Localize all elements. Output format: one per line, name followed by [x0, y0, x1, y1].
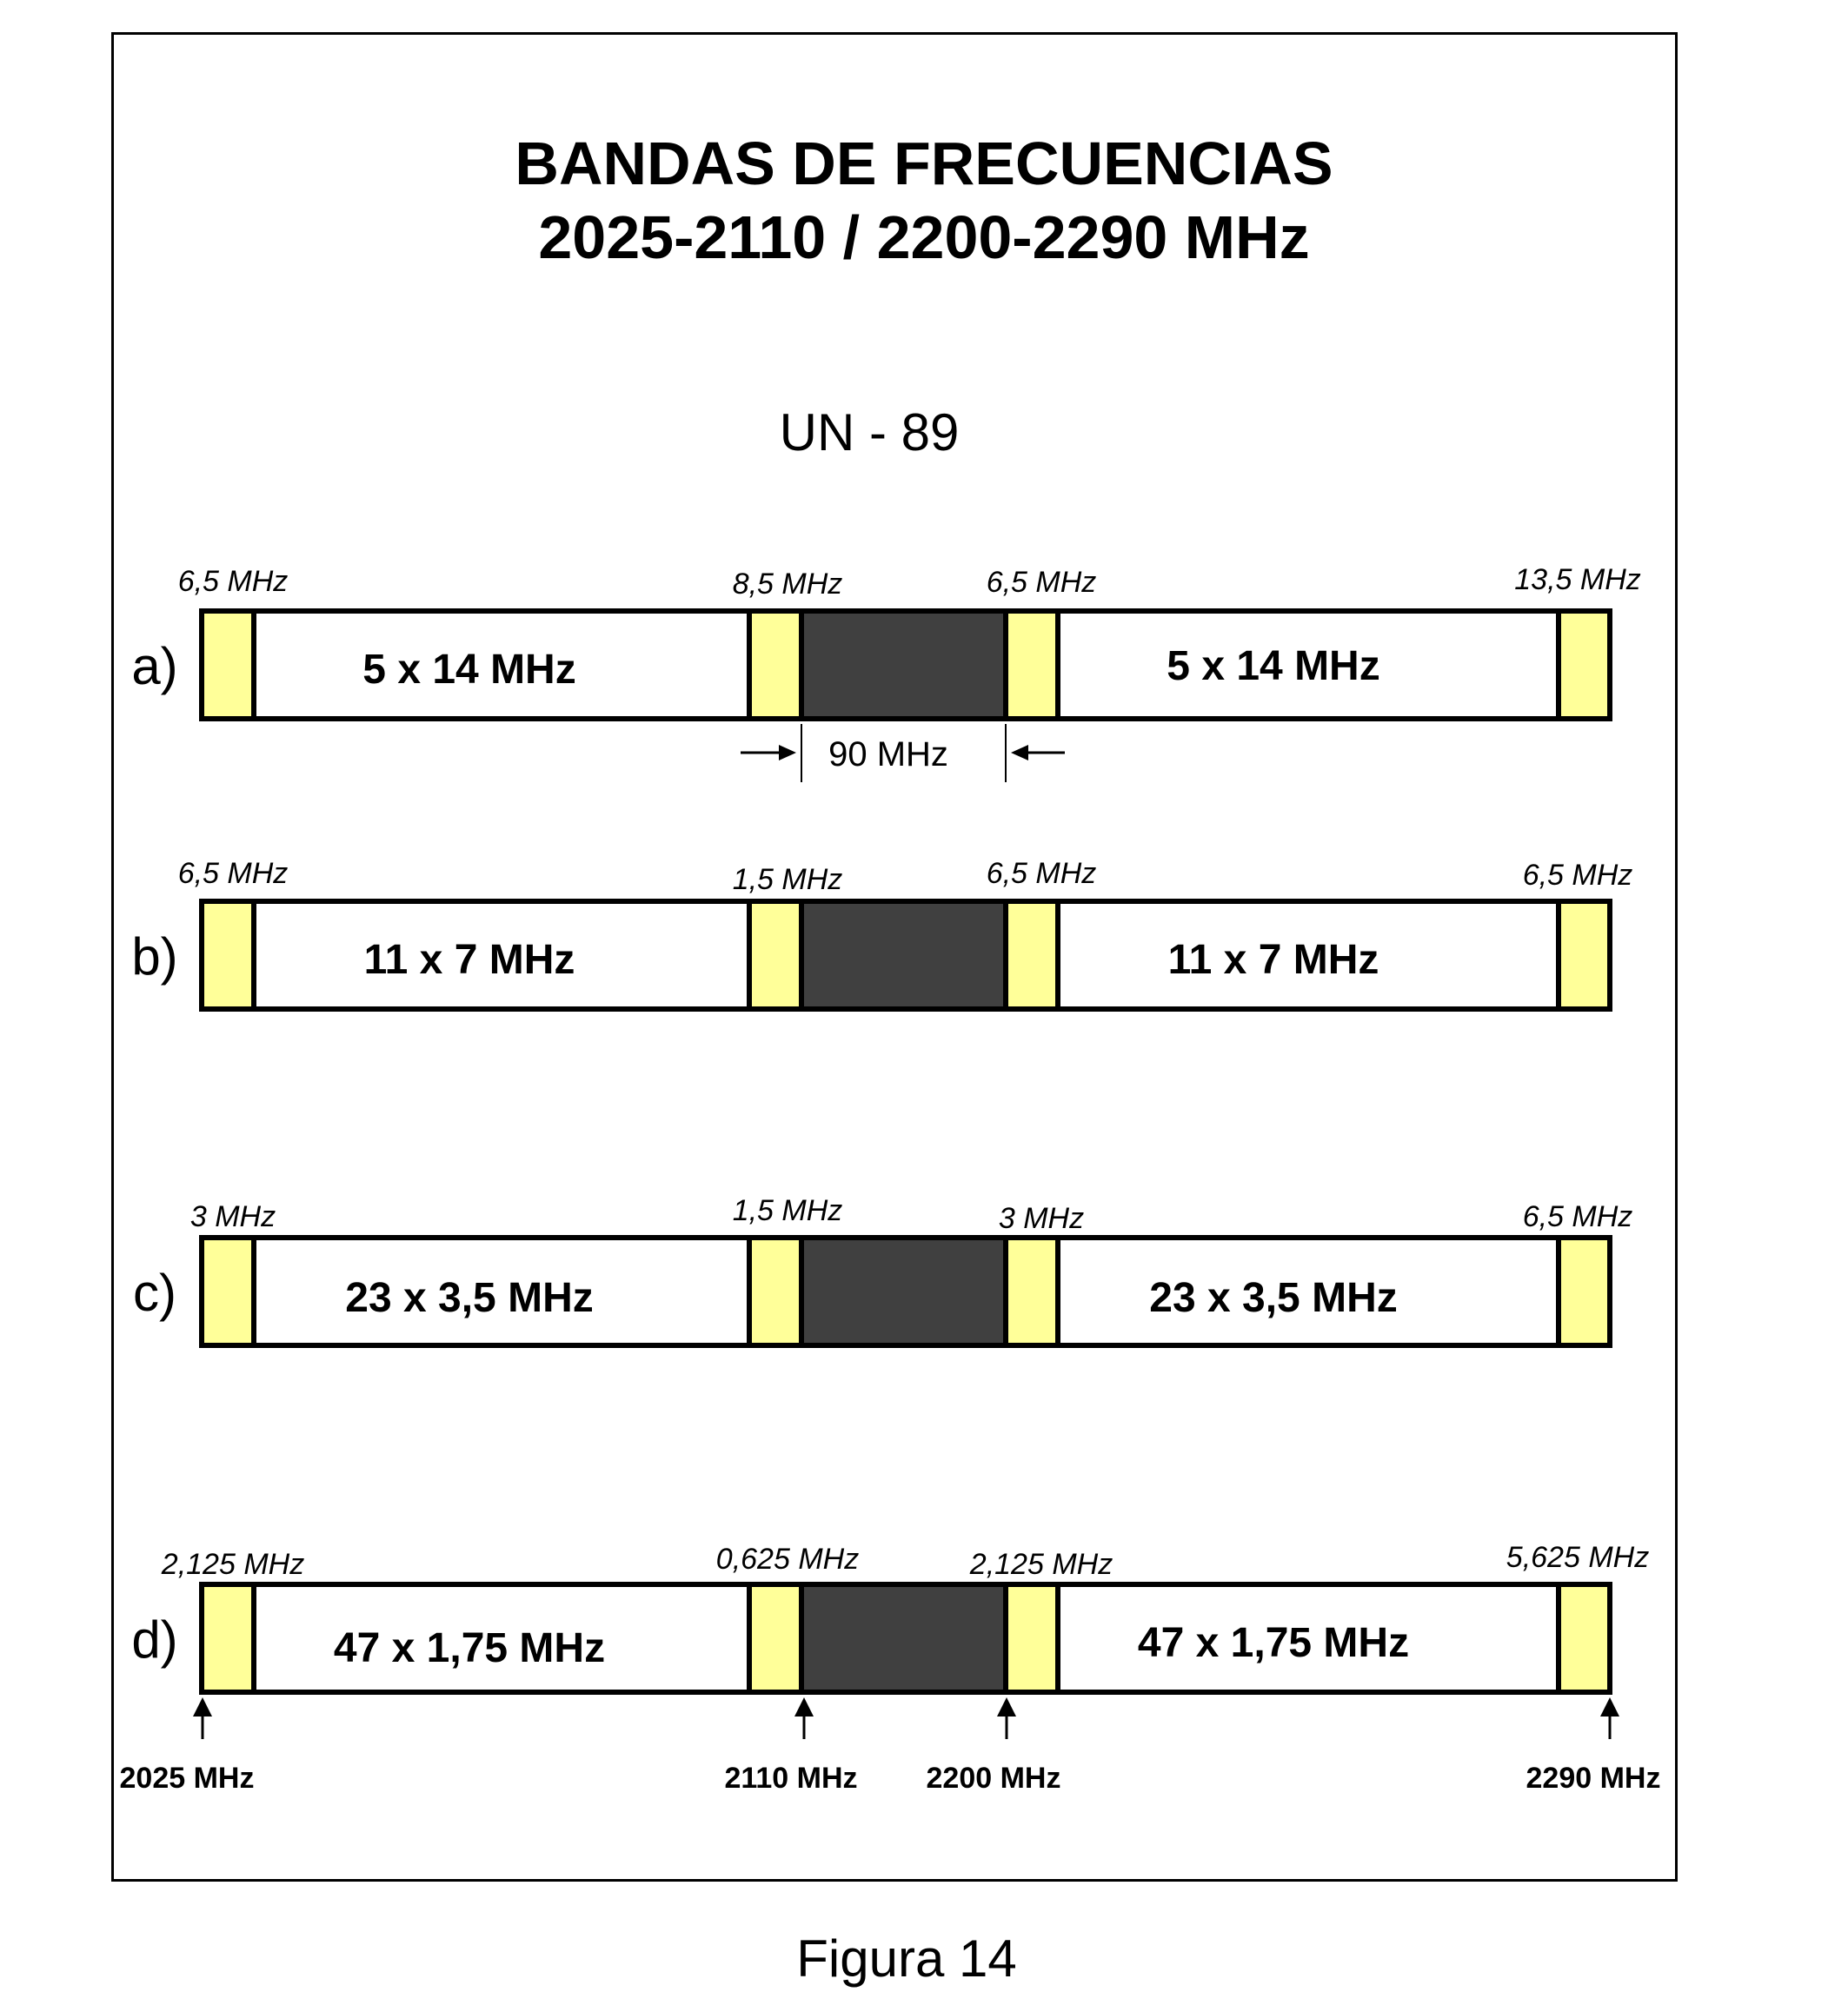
center-gap-a: [801, 611, 1006, 719]
guard-block-b-3: [1006, 901, 1058, 1009]
frequency-arrow-icon-1: [193, 1697, 212, 1717]
row-label-b: b): [131, 927, 178, 986]
center-gap-c: [801, 1238, 1006, 1345]
guard-block-b-2: [749, 901, 801, 1009]
right-band-label-d: 47 x 1,75 MHz: [1137, 1620, 1410, 1666]
guard-label-d-2: 0,625 MHz: [715, 1543, 860, 1576]
center-gap-d: [801, 1584, 1006, 1692]
figure-caption: Figura 14: [796, 1929, 1017, 1988]
guard-label-c-2: 1,5 MHz: [732, 1194, 843, 1227]
frequency-marker-1: 2025 MHz: [119, 1762, 255, 1795]
right-band-label-c: 23 x 3,5 MHz: [1149, 1275, 1398, 1321]
frequency-arrow-icon-3: [997, 1697, 1016, 1717]
separation-arrow-right-icon: [1011, 745, 1028, 760]
guard-label-a-1: 6,5 MHz: [177, 565, 289, 598]
left-band-label-b: 11 x 7 MHz: [363, 937, 575, 983]
right-band-label-a: 5 x 14 MHz: [1167, 643, 1380, 689]
title-line-1: BANDAS DE FRECUENCIAS: [515, 129, 1333, 197]
guard-block-b-1: [202, 901, 254, 1009]
left-band-label-a: 5 x 14 MHz: [362, 647, 576, 693]
guard-block-c-4: [1559, 1238, 1610, 1345]
center-gap-b: [801, 901, 1006, 1009]
row-label-c: c): [133, 1264, 176, 1322]
guard-label-c-1: 3 MHz: [189, 1200, 276, 1233]
guard-label-a-2: 8,5 MHz: [732, 568, 843, 601]
left-band-label-d: 47 x 1,75 MHz: [333, 1625, 606, 1671]
guard-block-d-2: [749, 1584, 801, 1692]
guard-block-c-2: [749, 1238, 801, 1345]
subtitle: UN - 89: [779, 403, 960, 461]
separation-label: 90 MHz: [828, 735, 948, 774]
guard-label-b-2: 1,5 MHz: [732, 863, 843, 896]
guard-block-d-4: [1559, 1584, 1610, 1692]
guard-label-d-1: 2,125 MHz: [161, 1548, 305, 1581]
guard-block-d-3: [1006, 1584, 1058, 1692]
frequency-marker-2: 2110 MHz: [724, 1762, 858, 1795]
guard-label-d-4: 5,625 MHz: [1506, 1541, 1650, 1574]
guard-label-c-4: 6,5 MHz: [1522, 1200, 1633, 1233]
guard-block-a-3: [1006, 611, 1058, 719]
guard-label-b-1: 6,5 MHz: [177, 857, 289, 890]
frequency-marker-3: 2200 MHz: [926, 1762, 1061, 1795]
guard-block-a-2: [749, 611, 801, 719]
guard-block-a-4: [1559, 611, 1610, 719]
frequency-arrow-icon-2: [794, 1697, 814, 1717]
separation-arrow-left-icon: [779, 745, 796, 760]
left-band-label-c: 23 x 3,5 MHz: [345, 1275, 594, 1321]
row-label-a: a): [131, 637, 178, 695]
guard-label-a-3: 6,5 MHz: [986, 566, 1097, 599]
guard-label-c-3: 3 MHz: [998, 1202, 1085, 1235]
guard-block-c-3: [1006, 1238, 1058, 1345]
frequency-arrow-icon-4: [1600, 1697, 1619, 1717]
title-line-2: 2025-2110 / 2200-2290 MHz: [538, 203, 1310, 271]
row-label-d: d): [131, 1610, 178, 1669]
guard-label-d-3: 2,125 MHz: [969, 1548, 1113, 1581]
frequency-marker-4: 2290 MHz: [1526, 1762, 1661, 1795]
guard-block-b-4: [1559, 901, 1610, 1009]
guard-block-a-1: [202, 611, 254, 719]
guard-block-d-1: [202, 1584, 254, 1692]
right-band-label-b: 11 x 7 MHz: [1167, 937, 1379, 983]
guard-block-c-1: [202, 1238, 254, 1345]
guard-label-a-4: 13,5 MHz: [1514, 563, 1641, 596]
guard-label-b-4: 6,5 MHz: [1522, 859, 1633, 892]
guard-label-b-3: 6,5 MHz: [986, 857, 1097, 890]
